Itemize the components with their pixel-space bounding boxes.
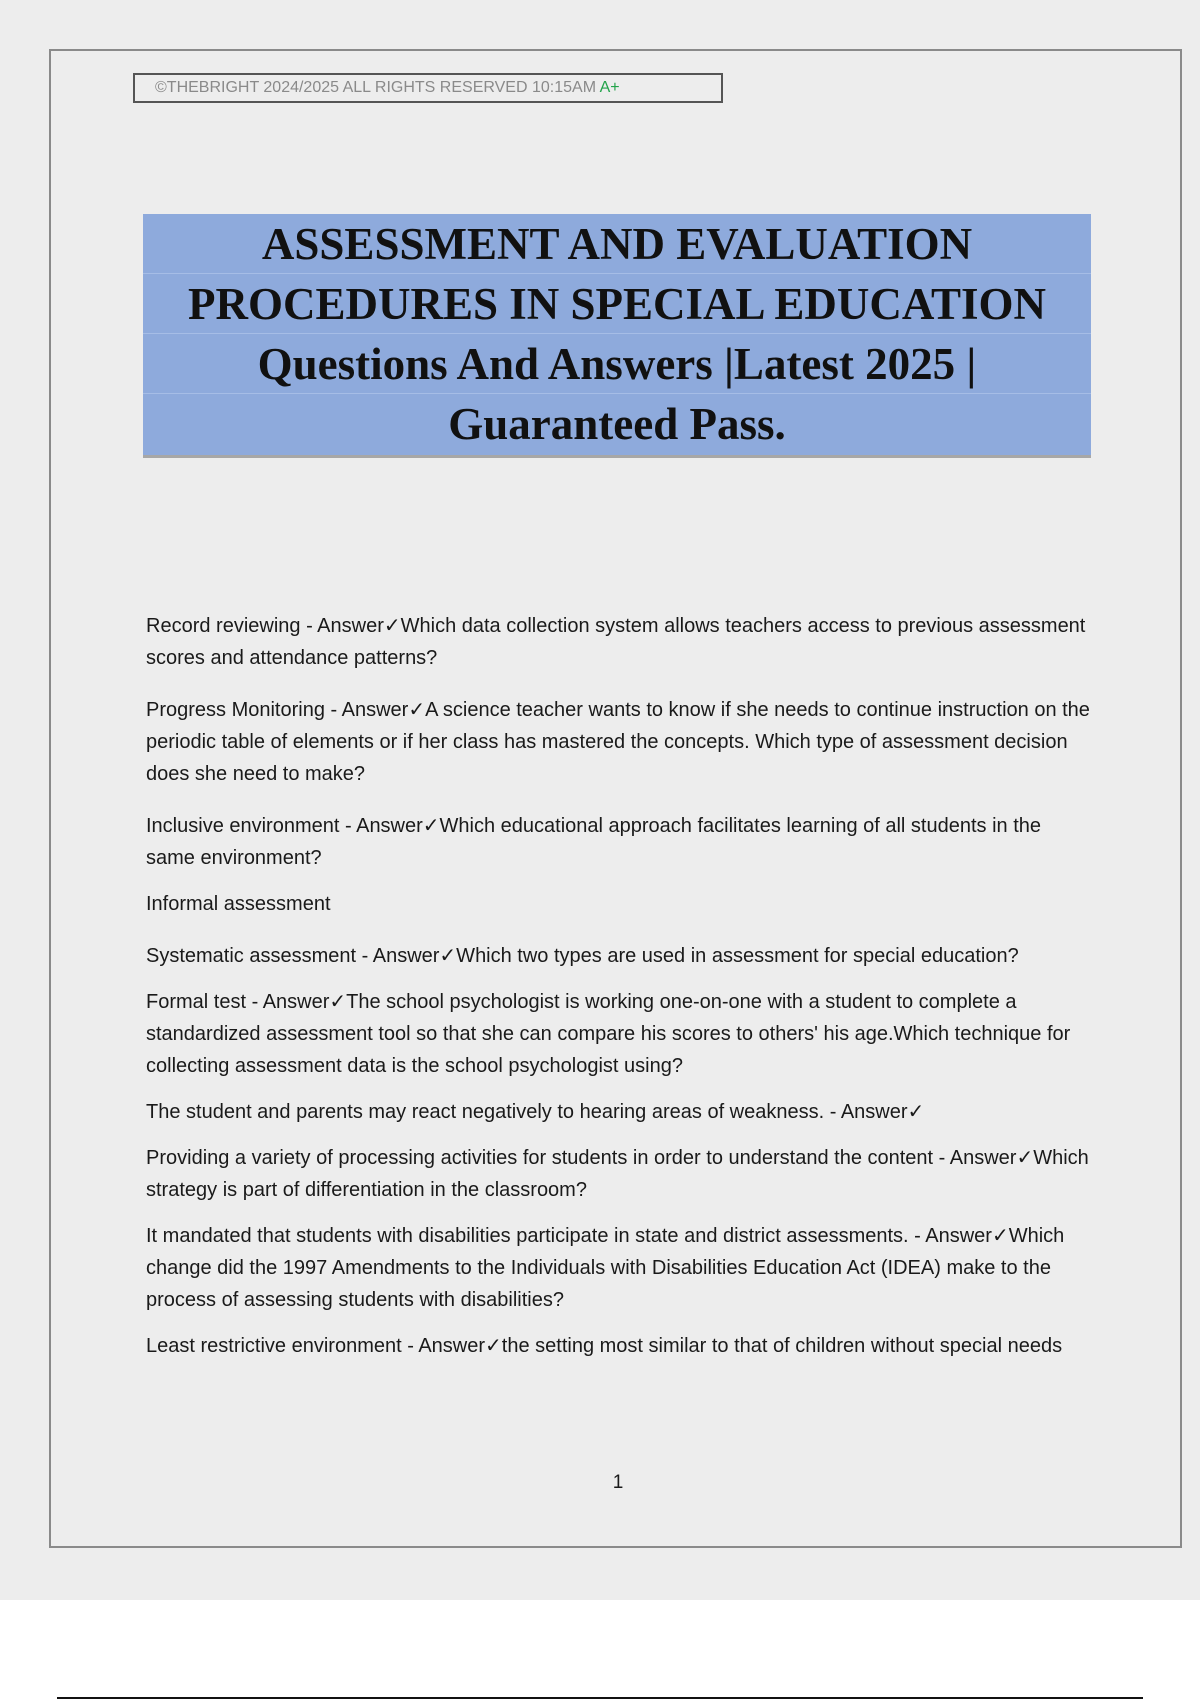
title-line: PROCEDURES IN SPECIAL EDUCATION <box>143 274 1091 334</box>
document-title-banner <box>143 214 1091 458</box>
grade-badge: A+ <box>599 79 620 96</box>
copyright-text: ©THEBRIGHT 2024/2025 ALL RIGHTS RESERVED 10:15AM <box>155 79 597 96</box>
qa-item: Progress Monitoring - Answer✓A science teacher wants to know if she needs to continue instruction on the periodic table of elements or if her class has mastered the concepts. Which type of assessment decision does she need to make? <box>146 699 1090 785</box>
qa-item: The student and parents may react negatively to hearing areas of weakness. - Answer✓ <box>146 1101 925 1123</box>
qa-item: Informal assessment <box>146 893 331 915</box>
qa-item: Record reviewing - Answer✓Which data collection system allows teachers access to previous assessment scores and attendance patterns? <box>146 615 1086 669</box>
title-line: Questions And Answers |Latest 2025 | <box>143 334 1091 394</box>
page-number: 1 <box>612 1472 624 1493</box>
qa-item: Formal test - Answer✓The school psychologist is working one-on-one with a student to complete a standardized assessment tool so that she can compare his scores to others' his age.Which technique for collecting assessment data is the school psychologist using? <box>146 991 1071 1077</box>
question-answer-list <box>146 610 1091 1382</box>
copyright-notice <box>133 73 723 103</box>
qa-item: It mandated that students with disabilities participate in state and district assessments. - Answer✓Which change did the 1997 Amendments to the Individuals with Disabilities Education Act (IDEA) make to the process of assessing students with disabilities? <box>146 1225 1065 1311</box>
title-line: Guaranteed Pass. <box>448 399 786 449</box>
qa-item: Providing a variety of processing activities for students in order to understand the content - Answer✓Which strategy is part of differentiation in the classroom? <box>146 1147 1089 1201</box>
qa-item: Inclusive environment - Answer✓Which educational approach facilitates learning of all students in the same environment? <box>146 815 1042 869</box>
qa-item: Least restrictive environment - Answer✓the setting most similar to that of children without special needs <box>146 1335 1063 1357</box>
title-line: ASSESSMENT AND EVALUATION <box>143 214 1091 274</box>
qa-item: Systematic assessment - Answer✓Which two types are used in assessment for special education? <box>146 945 1019 967</box>
bottom-divider <box>57 1697 1143 1699</box>
